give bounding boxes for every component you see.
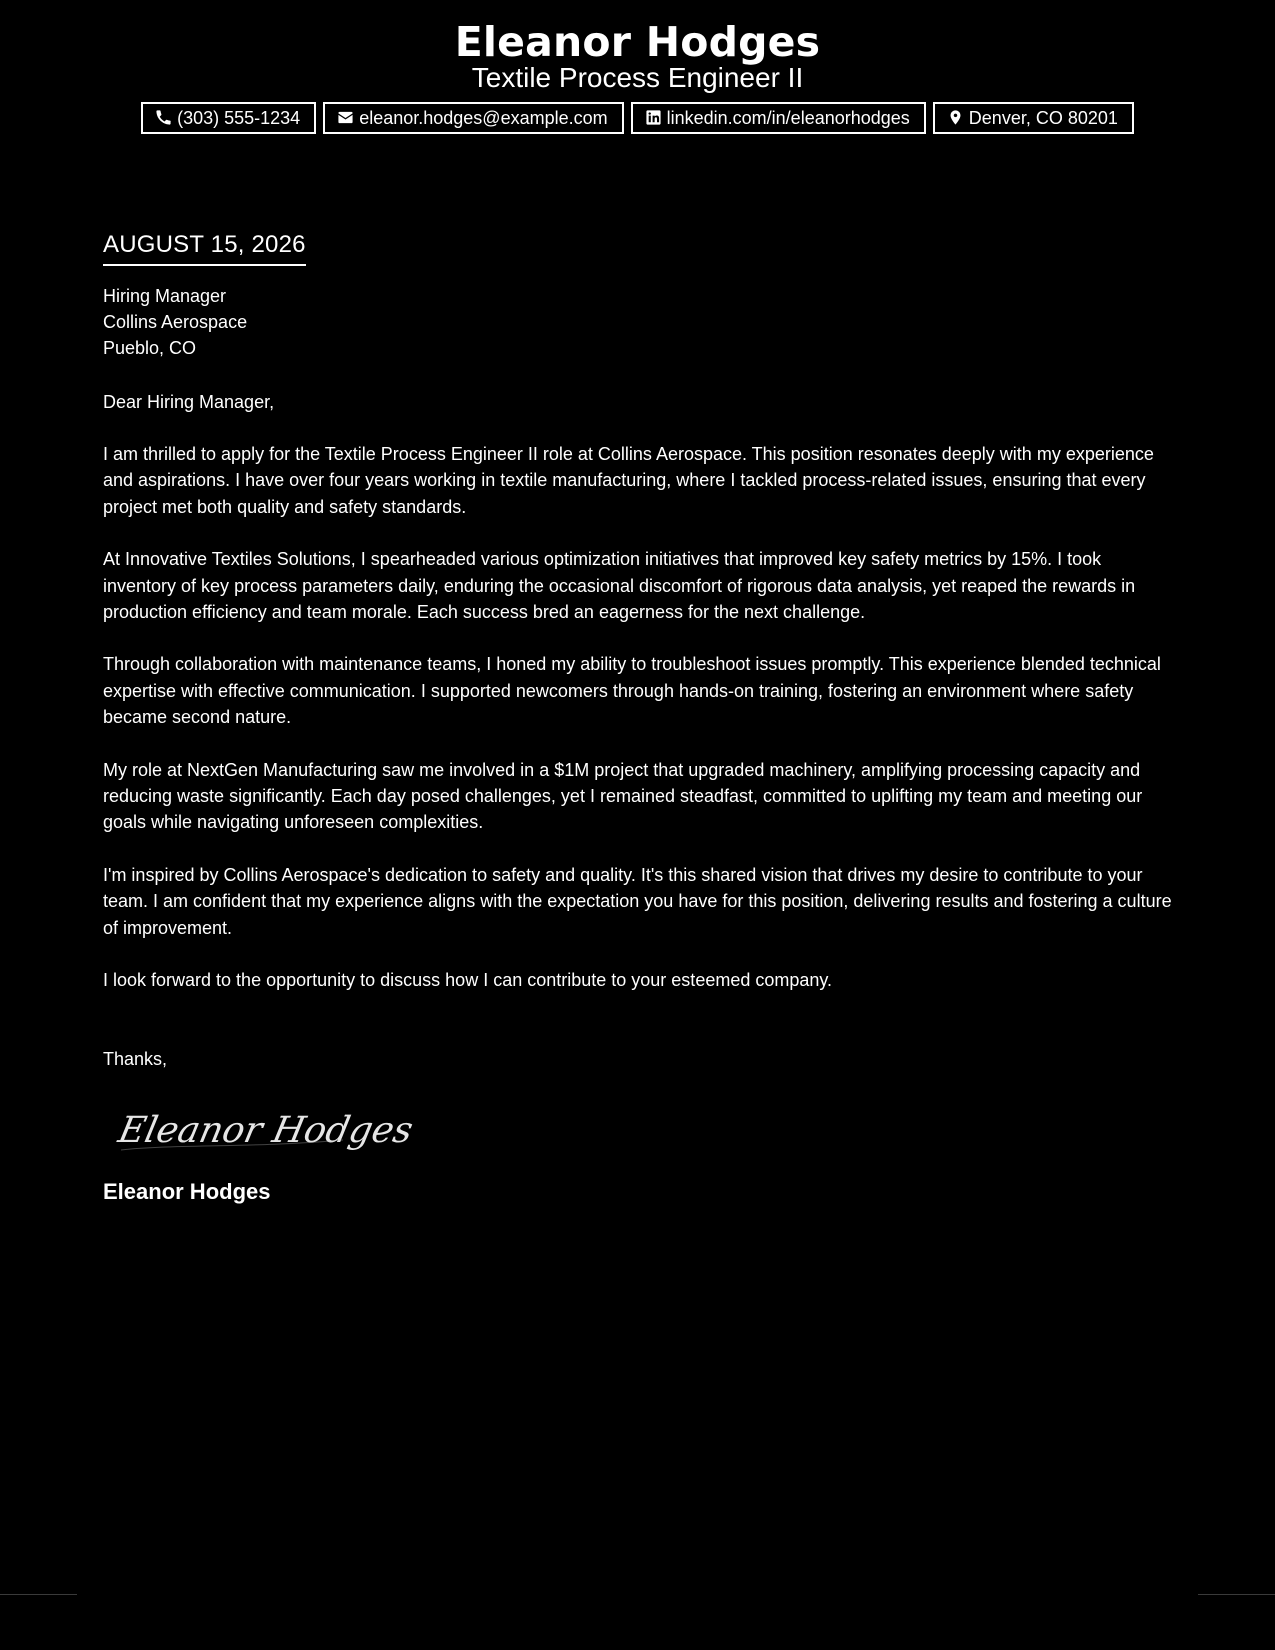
closing: Thanks, xyxy=(103,1048,168,1069)
recipient-title: Hiring Manager xyxy=(103,286,227,306)
phone-contact[interactable] xyxy=(141,102,316,134)
body-paragraph-1: I am thrilled to apply for the Textile Process Engineer II role at Collins Aerospace. This position resonates deeply with my experience and aspirations. I have over four years working in textile manufacturing, where I tackled process-related issues, ensuring that every project met both quality and safety standards. xyxy=(103,444,1154,517)
email-text: eleanor.hodges@example.com xyxy=(359,107,608,128)
body-paragraph-3: Through collaboration with maintenance teams, I honed my ability to troubleshoot issues promptly. This experience blended technical expertise with effective communication. I supported newcomers through hands-on training, fostering an environment where safety became second nature. xyxy=(103,654,1161,728)
letter-date: AUGUST 15, 2026 xyxy=(103,226,306,266)
location-contact[interactable] xyxy=(933,102,1134,134)
body-paragraph-5: I'm inspired by Collins Aerospace's dedication to safety and quality. It's this shared vision that drives my desire to contribute to your team. I am confident that my experience aligns with the expectation you have for this position, delivering results and fostering a culture of improvement. xyxy=(103,864,1172,938)
linkedin-icon xyxy=(645,109,662,126)
letter-body xyxy=(103,226,1173,1207)
signature-text: Eleanor Hodges xyxy=(114,1107,417,1151)
footer-divider-left xyxy=(0,1594,77,1595)
handwritten-signature xyxy=(113,1094,417,1164)
recipient-location: Pueblo, CO xyxy=(103,338,197,358)
map-marker-icon xyxy=(947,109,964,126)
contact-bar xyxy=(0,102,1275,134)
body-paragraph-6: I look forward to the opportunity to discuss how I can contribute to your esteemed company. xyxy=(103,970,833,991)
job-title: Textile Process Engineer II xyxy=(471,62,804,94)
footer-divider-right xyxy=(1198,1594,1275,1595)
salutation: Dear Hiring Manager, xyxy=(103,392,275,412)
recipient-company: Collins Aerospace xyxy=(103,312,248,332)
location-text: Denver, CO 80201 xyxy=(968,107,1118,128)
envelope-icon xyxy=(337,109,354,126)
email-contact[interactable] xyxy=(323,102,623,134)
phone-text: (303) 555-1234 xyxy=(177,107,301,128)
body-paragraph-2: At Innovative Textiles Solutions, I spearheaded various optimization initiatives that improved key safety metrics by 15%. I took inventory of key process parameters daily, enduring the occasional discomfort of rigorous data analysis, yet reaped the rewards in production efficiency and team morale. Each success bred an eagerness for the next challenge. xyxy=(103,549,1136,623)
recipient-block xyxy=(103,283,1173,361)
applicant-name: Eleanor Hodges xyxy=(454,18,821,66)
body-paragraph-4: My role at NextGen Manufacturing saw me involved in a $1M project that upgraded machinery, amplifying processing capacity and reducing waste significantly. Each day posed challenges, yet I remained steadfast, committed to uplifting my team and meeting our goals while navigating unforeseen complexities. xyxy=(103,759,1143,833)
linkedin-text: linkedin.com/in/eleanorhodges xyxy=(666,107,910,128)
letter-header xyxy=(0,18,1275,134)
signer-name: Eleanor Hodges xyxy=(103,1178,271,1204)
linkedin-contact[interactable] xyxy=(631,102,926,134)
phone-icon xyxy=(155,109,172,126)
